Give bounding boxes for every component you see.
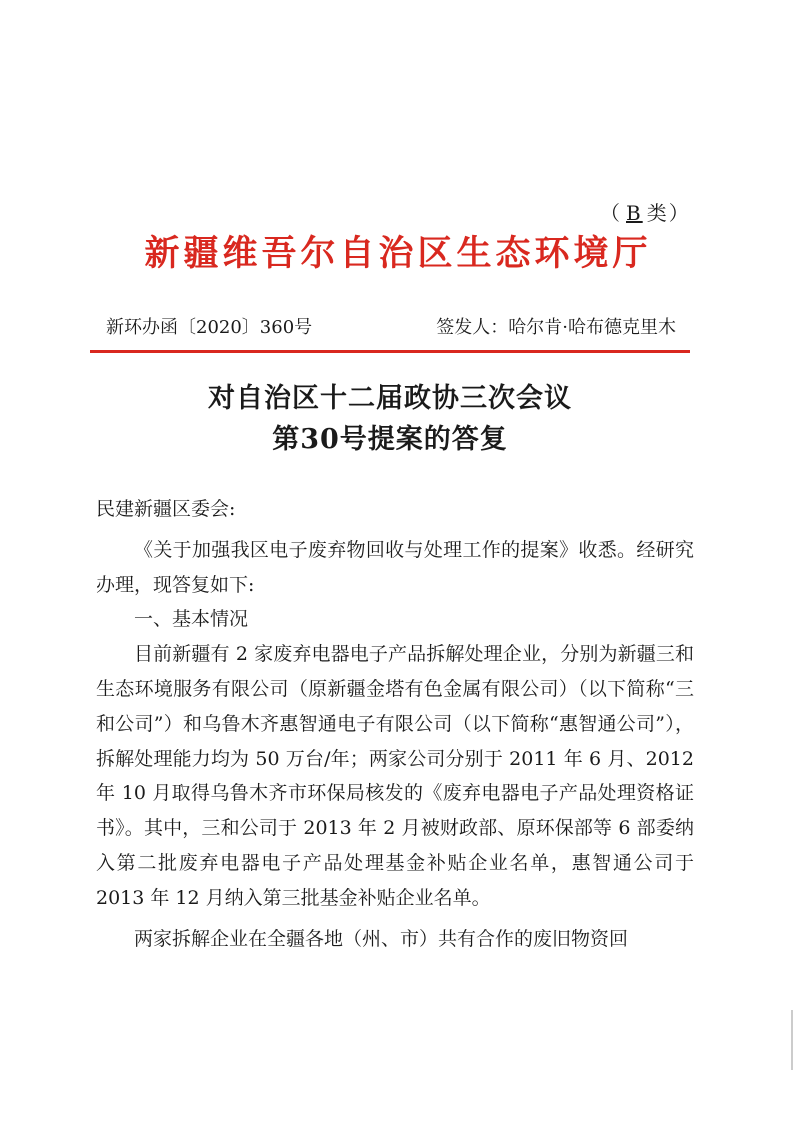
agency-name: 新疆维吾尔自治区生态环境厅 [144,234,652,274]
issuer: 签发人：哈尔肯·哈布德克里木 [436,317,676,338]
document-body [96,492,694,956]
red-divider [90,350,690,353]
document-title [90,378,690,460]
title-line-2: 第30号提案的答复 [272,424,508,455]
document-number: 新环办函〔2020〕360号 [106,317,313,338]
document-category [600,197,691,226]
category-letter: B [626,201,643,225]
section-heading: 一、基本情况 [134,608,249,631]
salutation: 民建新疆区委会: [96,498,236,520]
category-close: 类） [646,201,691,225]
title-line-1: 对自治区十二届政协三次会议 [208,383,572,414]
body-paragraph: 目前新疆有 2 家废弃电器电子产品拆解处理企业，分别为新疆三和生态环境服务有限公司（原新疆金塔有色金属有限公司）（以下简称“三和公司”）和乌鲁木齐惠智通电子有限公司（以下简称“惠智通公司”），拆解处理能力均为 50 万台/年；两家公司分别于 2011 年 6 月、2012 年 10 月取得乌鲁木齐市环保局核发的《废弃电器电子产品处理资格证书》。其中，三和公司于 2013 年 2 月被财政部、原环保部等 6 部委纳入第二批废弃电器电子产品处理基金补贴企业名单，惠智通公司于 2013 年 12 月纳入第三批基金补贴企业名单。 [96,643,694,909]
category-open: （ [600,201,622,225]
intro-paragraph: 《关于加强我区电子废弃物回收与处理工作的提案》收悉。经研究办理，现答复如下: [96,538,694,596]
body-paragraph: 两家拆解企业在全疆各地（州、市）共有合作的废旧物资回 [134,927,629,950]
